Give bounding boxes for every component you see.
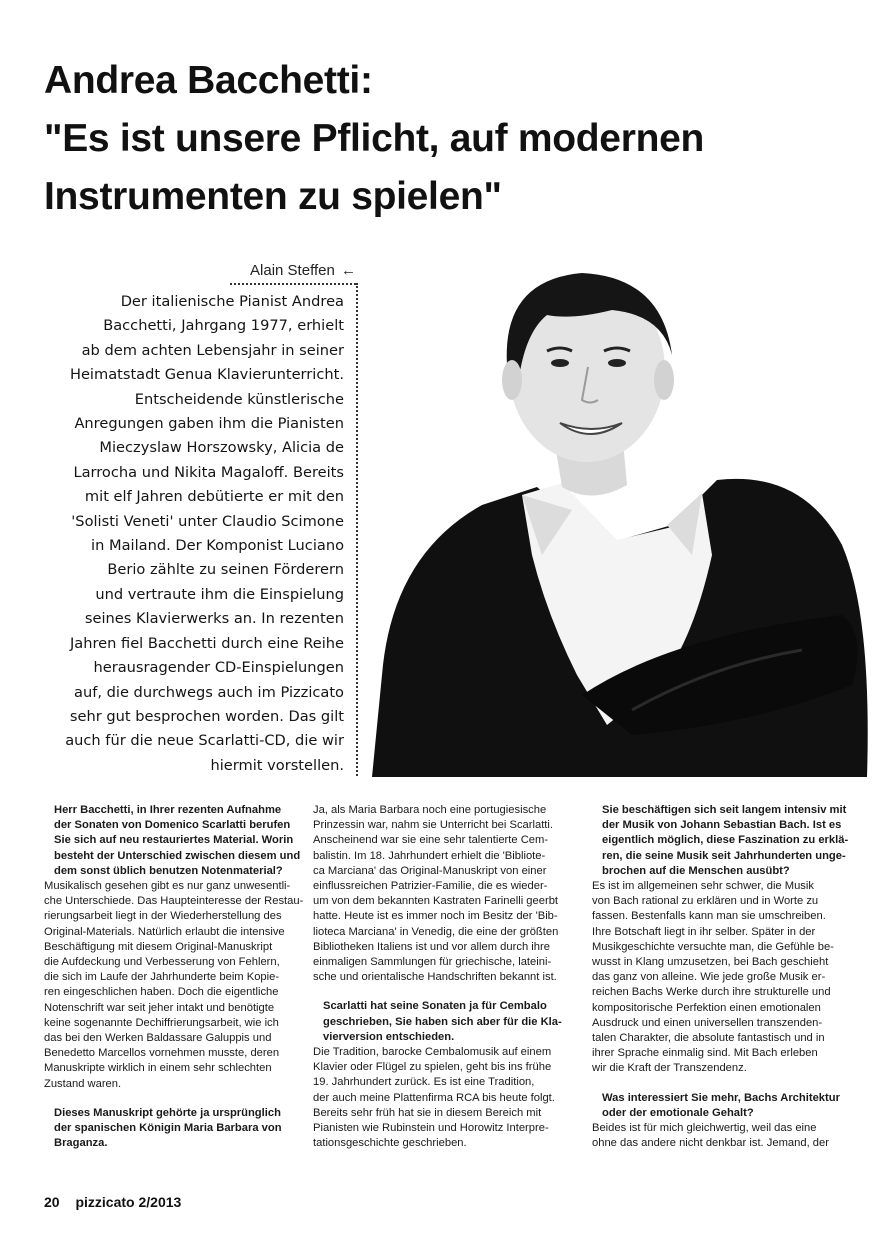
interview-answer: Es ist im allgemeinen sehr schwer, die Musik von Bach rational zu erklären und in Worte zu fassen. Bestenfalls kann man sie umschreiben. Ihre Botschaft liegt in ihr selber. Später in der Musikgeschichte versuchte man, die Gefühle be- wusst in Klang umzusetzen, bei Bach geschieht das ganz von alleine. Wie jede große Musik er- reichen Bachs Werke durch ihre strukturelle und kompositorische Perfektion einen emotionalen Ausdruck und einen universellen transzenden- talen Charakter, die absolute fantastisch und in ihrer Sprache einmalig sind. Mit Bach erleben wir die Kraft der Transzendenz. [592,880,834,1075]
intro-line: Anregungen gaben ihm die Pianisten [74,415,344,433]
article-title [44,52,844,226]
intro-line: Larrocha und Nikita Magaloff. Bereits [73,463,344,481]
dotted-divider [230,283,356,285]
intro-line: mit elf Jahren debütierte er mit den [84,488,344,506]
interview-question: Sie beschäftigen sich seit langem intensiv mit der Musik von Johann Sebastian Bach. Ist es eigentlich möglich, diese Faszination zu erklä- ren, die seine Musik seit Jahrhunderten unge- brochen auf die Menschen ausübt? [602,804,849,877]
intro-line: Jahren fiel Bacchetti durch eine Reihe [69,634,344,652]
interview-answer: Beides ist für mich gleichwertig, weil das eine ohne das andere nicht denkbar ist. Jemand, der [592,1122,829,1150]
text-column-1 [44,803,304,1151]
title-line: Andrea Bacchetti: [44,59,373,102]
intro-line: herausragender CD-Einspielungen [93,659,344,677]
intro-paragraph [30,290,344,778]
page-footer [44,1194,181,1210]
author-name: Alain Steffen [250,262,335,279]
dotted-vertical-divider [356,283,358,776]
intro-line: Entscheidende künstlerische [134,390,344,408]
interview-question: Scarlatti hat seine Sonaten ja für Cembalo geschrieben, Sie haben sich aber für die Kla- vierversion entschieden. [323,1000,562,1043]
intro-line: auch für die neue Scarlatti-CD, die wir [65,732,344,750]
text-column-3 [592,803,849,1151]
intro-line: und vertraute ihm die Einspielung [95,585,344,603]
title-line: Instrumenten zu spielen" [44,175,502,218]
magazine-issue: pizzicato 2/2013 [75,1194,182,1210]
intro-line: Berio zählte zu seinen Förderern [107,561,344,579]
intro-line: Der italienische Pianist Andrea [120,293,344,310]
arrow-left-icon: ← [341,262,356,279]
interview-answer: Die Tradition, barocke Cembalomusik auf einem Klavier oder Flügel zu spielen, geht bis ins frühe 19. Jahrhundert zurück. Es ist eine Tradition, der auch meine Plattenfirma RCA bis heute folgt. Bereits sehr früh hat sie in diesem Bereich mit Pianisten wie Rubinstein und Horowitz Interpre- tationsgeschichte geschrieben. [313,1046,555,1150]
intro-line: seines Klavierwerks an. In rezenten [84,610,344,628]
intro-line: Bacchetti, Jahrgang 1977, erhielt [103,317,344,335]
intro-line: in Mailand. Der Komponist Luciano [91,537,344,555]
intro-line: 'Solisti Veneti' unter Claudio Scimone [71,512,344,530]
interview-question: Dieses Manuskript gehörte ja ursprünglich der spanischen Königin Maria Barbara von Braganza. [54,1106,282,1150]
intro-line: hiermit vorstellen. [210,756,344,774]
portrait-photo [372,255,872,777]
intro-line: Heimatstadt Genua Klavierunterricht. [69,366,344,384]
interview-question: Herr Bacchetti, in Ihrer rezenten Aufnahme der Sonaten von Domenico Scarlatti berufen Sie sich auf neu restauriertes Material. Worin besteht der Unterschied zwischen diesem und dem sonst üblich benutzen Notenmaterial? [54,804,301,877]
intro-line: auf, die durchwegs auch im Pizzicato [74,683,344,701]
intro-line: sehr gut besprochen worden. Das gilt [69,707,344,725]
interview-answer: Ja, als Maria Barbara noch eine portugiesische Prinzessin war, nahm sie Unterricht bei Scarlatti. Anscheinend war sie eine sehr talentierte Cem- balistin. Im 18. Jahrhundert erhielt die 'Bibliote- ca Marciana' das Original-Manuskript von einer einflussreichen Patrizier-Familie, die es wieder- um von dem bekannten Kastraten Farinelli geerbt hatte. Heute ist es immer noch im Besitz der 'Bib- lioteca Marciana' in Venedig, die eine der größten Bibliotheken Italiens ist und vor allem durch ihre einmaligen Sammlungen für griechische, lateini- sche und orientalische Handschriften bekannt ist. [313,804,559,984]
interview-answer: Musikalisch gesehen gibt es nur ganz unwesentli- che Unterschiede. Das Haupteinteresse der Restau- rierungsarbeit liegt in der Wiederherstellung des Original-Materials. Natürlich erlaubt die intensive Beschäftigung mit diesem Original-Manuskript die Aufdeckung und Verbesserung von Fehlern, die sich im Laufe der Jahrhunderte beim Kopie- ren eingeschlichen haben. Doch die eigentliche Notenschrift war seit jeher intakt und benötigte keine sogenannte Dechiffrierungsarbeit, wie ich das bei den Werken Baldassare Galuppis und Benedetto Marcellos vornehmen musste, deren Manuskripte wirklich in einem sehr schlechten Zustand waren. [44,880,304,1090]
interview-question: Was interessiert Sie mehr, Bachs Architektur oder der emotionale Gehalt? [602,1091,840,1119]
page-number: 20 [44,1194,60,1210]
title-line: "Es ist unsere Pflicht, auf modernen [44,117,705,160]
author-byline [230,262,356,279]
intro-line: ab dem achten Lebensjahr in seiner [81,341,344,359]
text-column-2 [313,803,573,1151]
intro-line: Mieczyslaw Horszowsky, Alicia de [99,439,344,457]
